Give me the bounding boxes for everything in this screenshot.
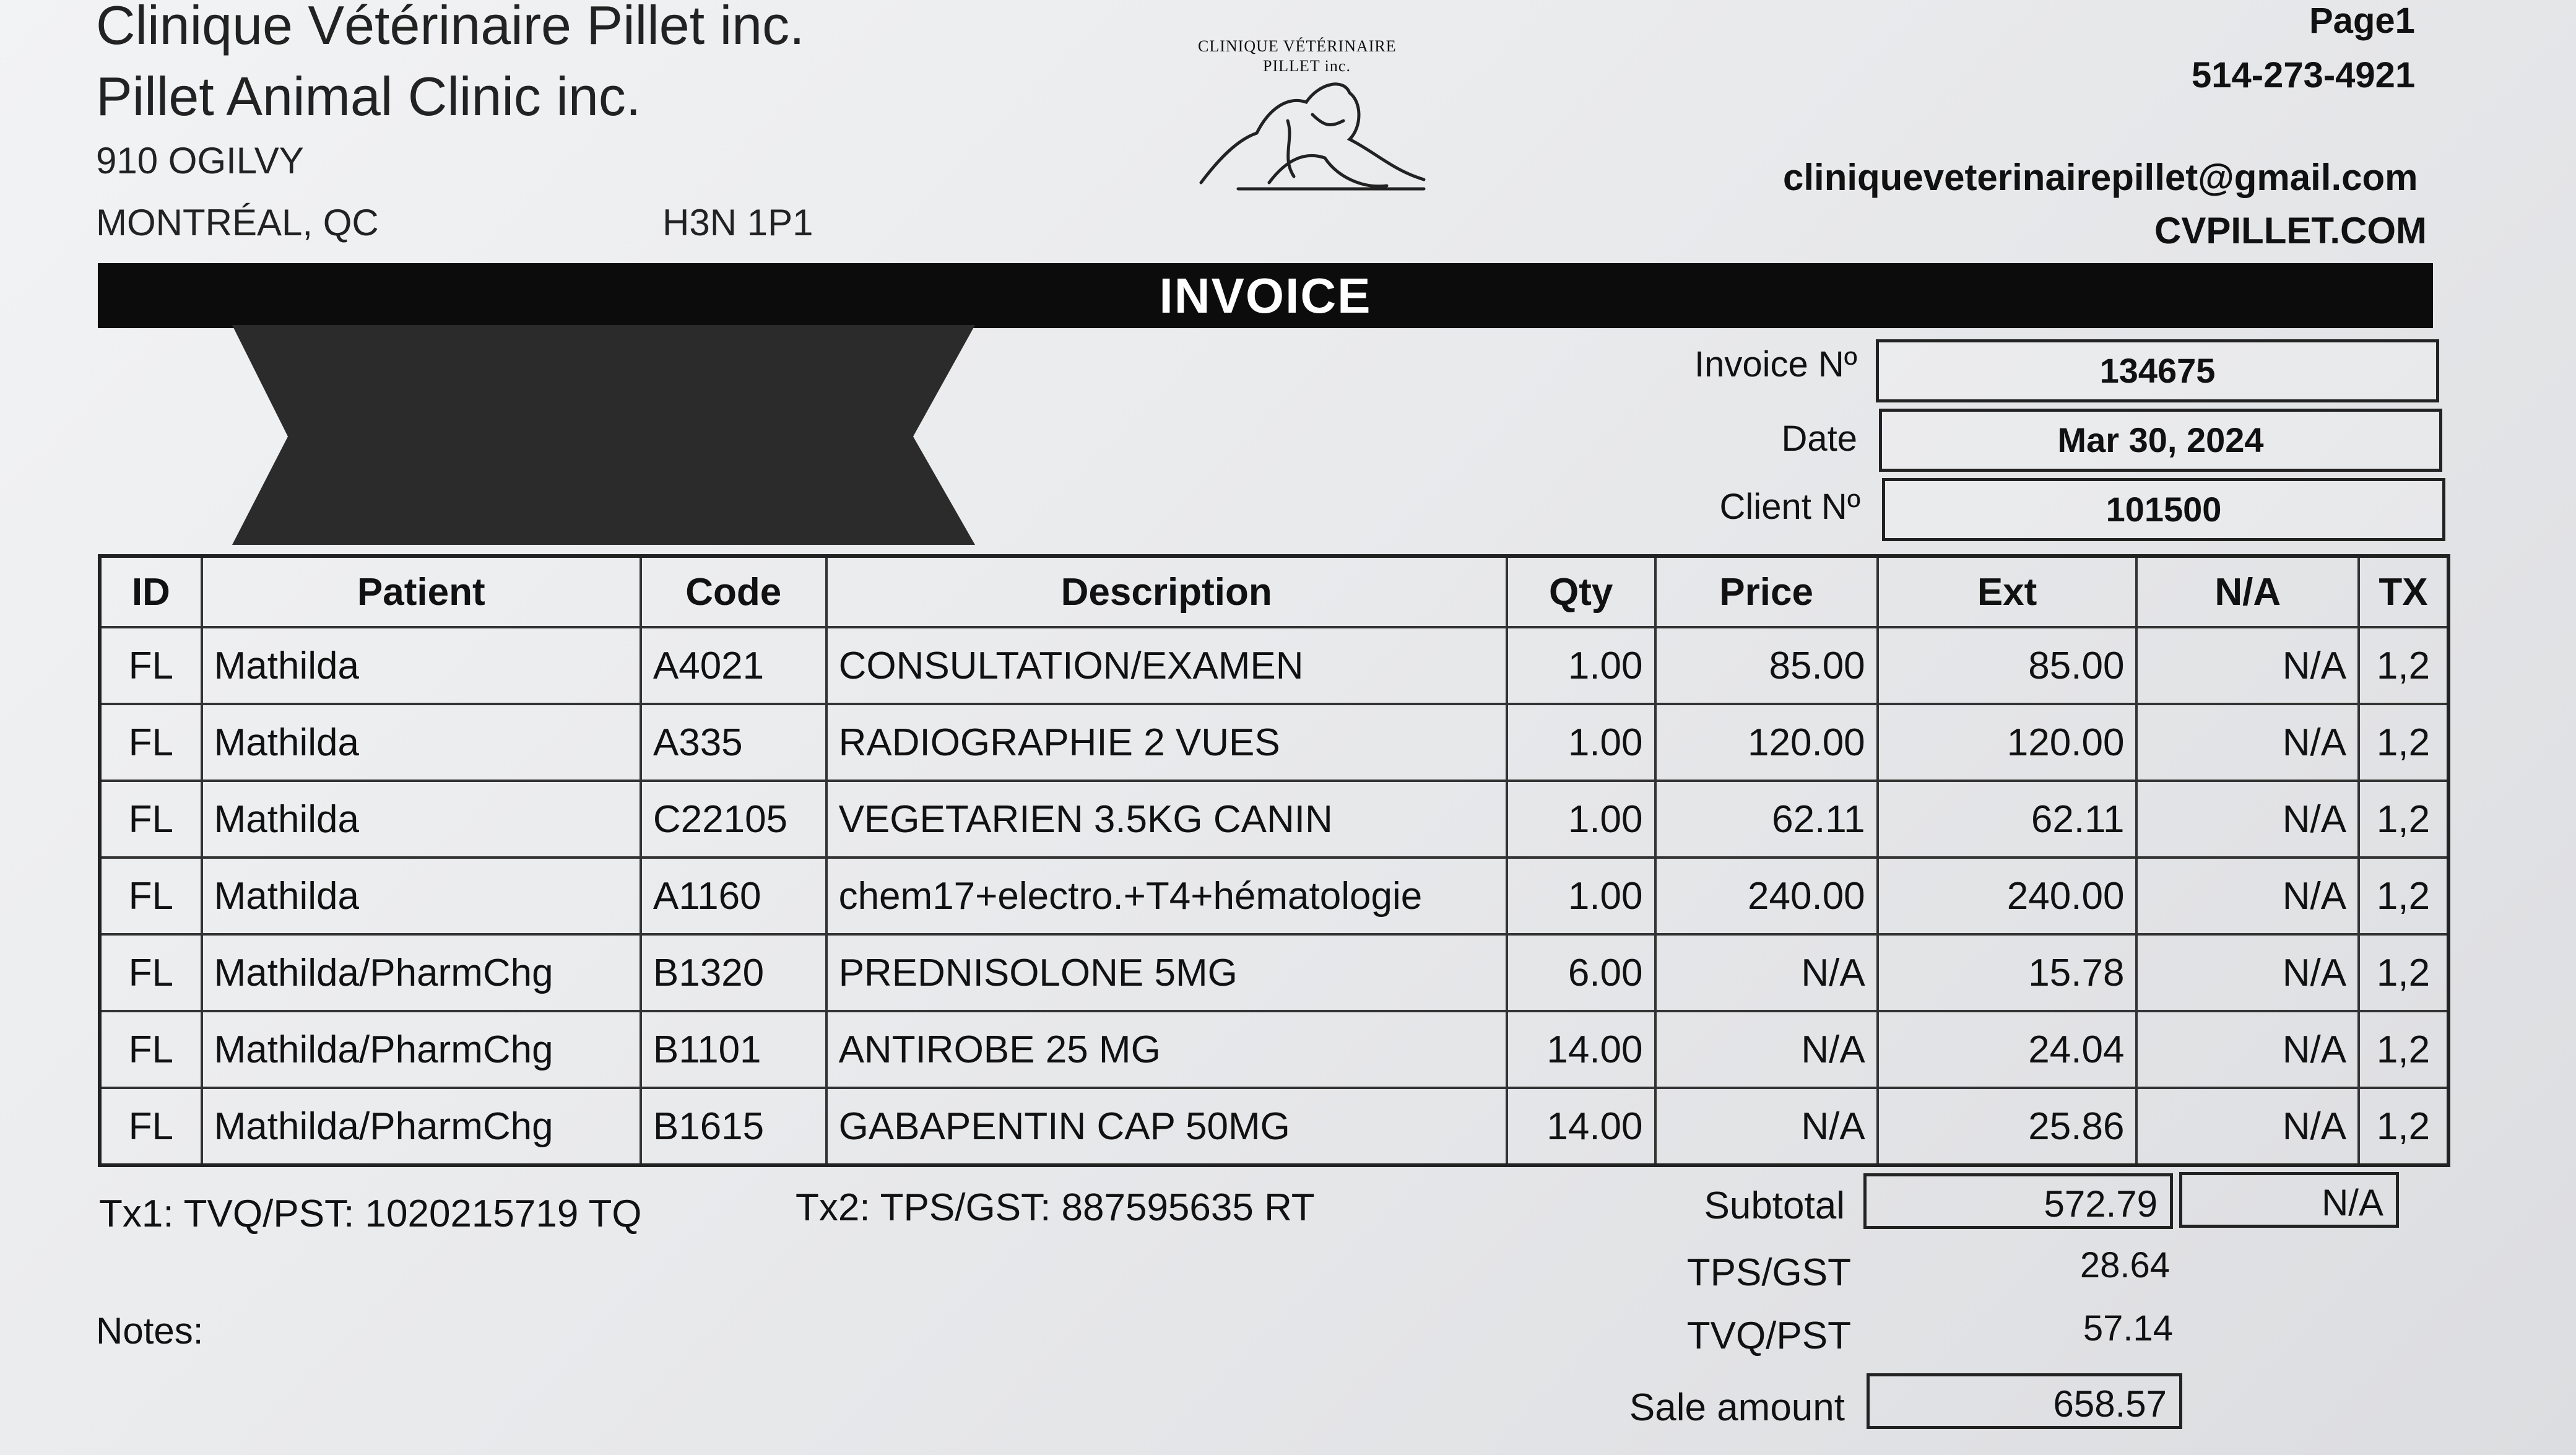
table-row bbox=[100, 1011, 2448, 1088]
logo-text-line2: PILLET inc. bbox=[1263, 57, 1351, 75]
table-row bbox=[100, 627, 2448, 704]
column-header-tx: TX bbox=[2359, 556, 2448, 627]
clinic-name-english: Pillet Animal Clinic inc. bbox=[96, 66, 641, 127]
cell-price: 85.00 bbox=[1655, 627, 1878, 704]
cell-description: chem17+electro.+T4+hématologie bbox=[826, 858, 1507, 934]
cell-tx: 1,2 bbox=[2359, 781, 2448, 858]
invoice-title: INVOICE bbox=[1159, 268, 1372, 323]
column-header-patient: Patient bbox=[202, 556, 641, 627]
cell-code: B1615 bbox=[641, 1088, 826, 1165]
cell-patient: Mathilda bbox=[202, 781, 641, 858]
table-row bbox=[100, 1088, 2448, 1165]
invoice-items-table bbox=[98, 554, 2450, 1167]
cell-tx: 1,2 bbox=[2359, 1088, 2448, 1165]
table-row bbox=[100, 858, 2448, 934]
cell-code: A335 bbox=[641, 704, 826, 781]
invoice-number-field: 134675 bbox=[1876, 339, 2439, 402]
pst-value: 57.14 bbox=[2083, 1308, 2173, 1349]
subtotal-field: 572.79 bbox=[1863, 1173, 2173, 1229]
gst-value: 28.64 bbox=[2079, 1245, 2170, 1285]
cell-tx: 1,2 bbox=[2359, 858, 2448, 934]
cell-ext: 25.86 bbox=[1878, 1088, 2137, 1165]
column-header-ext: Ext bbox=[1878, 556, 2137, 627]
cell-price: 240.00 bbox=[1655, 858, 1878, 934]
cell-price: N/A bbox=[1655, 934, 1878, 1011]
cell-code: A1160 bbox=[641, 858, 826, 934]
gst-label: TPS/GST bbox=[1686, 1251, 1851, 1294]
column-header-id: ID bbox=[100, 556, 202, 627]
column-header-description: Description bbox=[826, 556, 1507, 627]
column-header-qty: Qty bbox=[1507, 556, 1655, 627]
cell-id: FL bbox=[100, 704, 202, 781]
cell-patient: Mathilda bbox=[202, 704, 641, 781]
cell-qty: 1.00 bbox=[1507, 704, 1655, 781]
cell-na: N/A bbox=[2136, 858, 2359, 934]
cell-patient: Mathilda/PharmChg bbox=[202, 1088, 641, 1165]
column-header-price: Price bbox=[1655, 556, 1878, 627]
cell-na: N/A bbox=[2136, 934, 2359, 1011]
cell-na: N/A bbox=[2136, 781, 2359, 858]
cell-tx: 1,2 bbox=[2359, 1011, 2448, 1088]
cell-patient: Mathilda/PharmChg bbox=[202, 1011, 641, 1088]
subtotal-label: Subtotal bbox=[1704, 1184, 1845, 1227]
cell-code: A4021 bbox=[641, 627, 826, 704]
cell-qty: 6.00 bbox=[1507, 934, 1655, 1011]
cell-qty: 14.00 bbox=[1507, 1011, 1655, 1088]
cell-description: GABAPENTIN CAP 50MG bbox=[826, 1088, 1507, 1165]
cell-description: VEGETARIEN 3.5KG CANIN bbox=[826, 781, 1507, 858]
clinic-email: cliniqueveterinairepillet@gmail.com bbox=[1783, 157, 2418, 198]
logo-text-line1: CLINIQUE VÉTÉRINAIRE bbox=[1198, 37, 1397, 55]
cell-id: FL bbox=[100, 934, 202, 1011]
cell-ext: 120.00 bbox=[1878, 704, 2137, 781]
clinic-name-french: Clinique Vétérinaire Pillet inc. bbox=[96, 0, 805, 56]
cell-patient: Mathilda/PharmChg bbox=[202, 934, 641, 1011]
cell-description: PREDNISOLONE 5MG bbox=[826, 934, 1507, 1011]
cell-patient: Mathilda bbox=[202, 858, 641, 934]
cell-id: FL bbox=[100, 781, 202, 858]
cell-na: N/A bbox=[2136, 1088, 2359, 1165]
cell-price: 120.00 bbox=[1655, 704, 1878, 781]
clinic-phone: 514-273-4921 bbox=[2192, 55, 2416, 95]
invoice-number-label: Invoice Nº bbox=[1694, 344, 1857, 384]
subtotal-extra-field: N/A bbox=[2179, 1172, 2399, 1228]
cell-id: FL bbox=[100, 627, 202, 704]
cell-code: B1320 bbox=[641, 934, 826, 1011]
cell-code: C22105 bbox=[641, 781, 826, 858]
table-row bbox=[100, 781, 2448, 858]
redaction-block bbox=[232, 325, 975, 545]
cell-tx: 1,2 bbox=[2359, 704, 2448, 781]
sale-amount-label: Sale amount bbox=[1629, 1386, 1845, 1429]
cell-id: FL bbox=[100, 1011, 202, 1088]
column-header-na: N/A bbox=[2136, 556, 2359, 627]
cell-ext: 15.78 bbox=[1878, 934, 2137, 1011]
cell-tx: 1,2 bbox=[2359, 934, 2448, 1011]
cell-id: FL bbox=[100, 1088, 202, 1165]
clinic-city: MONTRÉAL, QC bbox=[96, 202, 379, 243]
clinic-website: CVPILLET.COM bbox=[2154, 210, 2427, 251]
column-header-code: Code bbox=[641, 556, 826, 627]
cell-price: 62.11 bbox=[1655, 781, 1878, 858]
invoice-date-label: Date bbox=[1781, 419, 1857, 459]
cell-price: N/A bbox=[1655, 1088, 1878, 1165]
invoice-title-bar bbox=[98, 263, 2433, 328]
tax2-registration: Tx2: TPS/GST: 887595635 RT bbox=[796, 1186, 1315, 1229]
cell-ext: 240.00 bbox=[1878, 858, 2137, 934]
cell-description: RADIOGRAPHIE 2 VUES bbox=[826, 704, 1507, 781]
cell-qty: 1.00 bbox=[1507, 781, 1655, 858]
table-header-row bbox=[100, 556, 2448, 627]
cell-qty: 1.00 bbox=[1507, 627, 1655, 704]
client-number-label: Client Nº bbox=[1719, 487, 1860, 527]
clinic-address: 910 OGILVY bbox=[96, 140, 304, 181]
clinic-logo-icon bbox=[1164, 34, 1449, 201]
pst-label: TVQ/PST bbox=[1686, 1314, 1851, 1357]
cell-price: N/A bbox=[1655, 1011, 1878, 1088]
cell-na: N/A bbox=[2136, 1011, 2359, 1088]
table-row bbox=[100, 704, 2448, 781]
cell-na: N/A bbox=[2136, 627, 2359, 704]
page-number: Page1 bbox=[2309, 1, 2415, 41]
cell-patient: Mathilda bbox=[202, 627, 641, 704]
cell-description: ANTIROBE 25 MG bbox=[826, 1011, 1507, 1088]
invoice-date-field: Mar 30, 2024 bbox=[1879, 409, 2442, 472]
cell-ext: 62.11 bbox=[1878, 781, 2137, 858]
cell-ext: 85.00 bbox=[1878, 627, 2137, 704]
cell-tx: 1,2 bbox=[2359, 627, 2448, 704]
cell-qty: 1.00 bbox=[1507, 858, 1655, 934]
tax1-registration: Tx1: TVQ/PST: 1020215719 TQ bbox=[99, 1192, 642, 1235]
client-number-field: 101500 bbox=[1882, 478, 2445, 541]
cell-id: FL bbox=[100, 858, 202, 934]
cell-code: B1101 bbox=[641, 1011, 826, 1088]
cell-qty: 14.00 bbox=[1507, 1088, 1655, 1165]
notes-label: Notes: bbox=[96, 1310, 204, 1352]
cell-na: N/A bbox=[2136, 704, 2359, 781]
cell-description: CONSULTATION/EXAMEN bbox=[826, 627, 1507, 704]
sale-amount-field: 658.57 bbox=[1867, 1373, 2182, 1429]
table-row bbox=[100, 934, 2448, 1011]
cell-ext: 24.04 bbox=[1878, 1011, 2137, 1088]
clinic-postal-code: H3N 1P1 bbox=[662, 202, 813, 243]
